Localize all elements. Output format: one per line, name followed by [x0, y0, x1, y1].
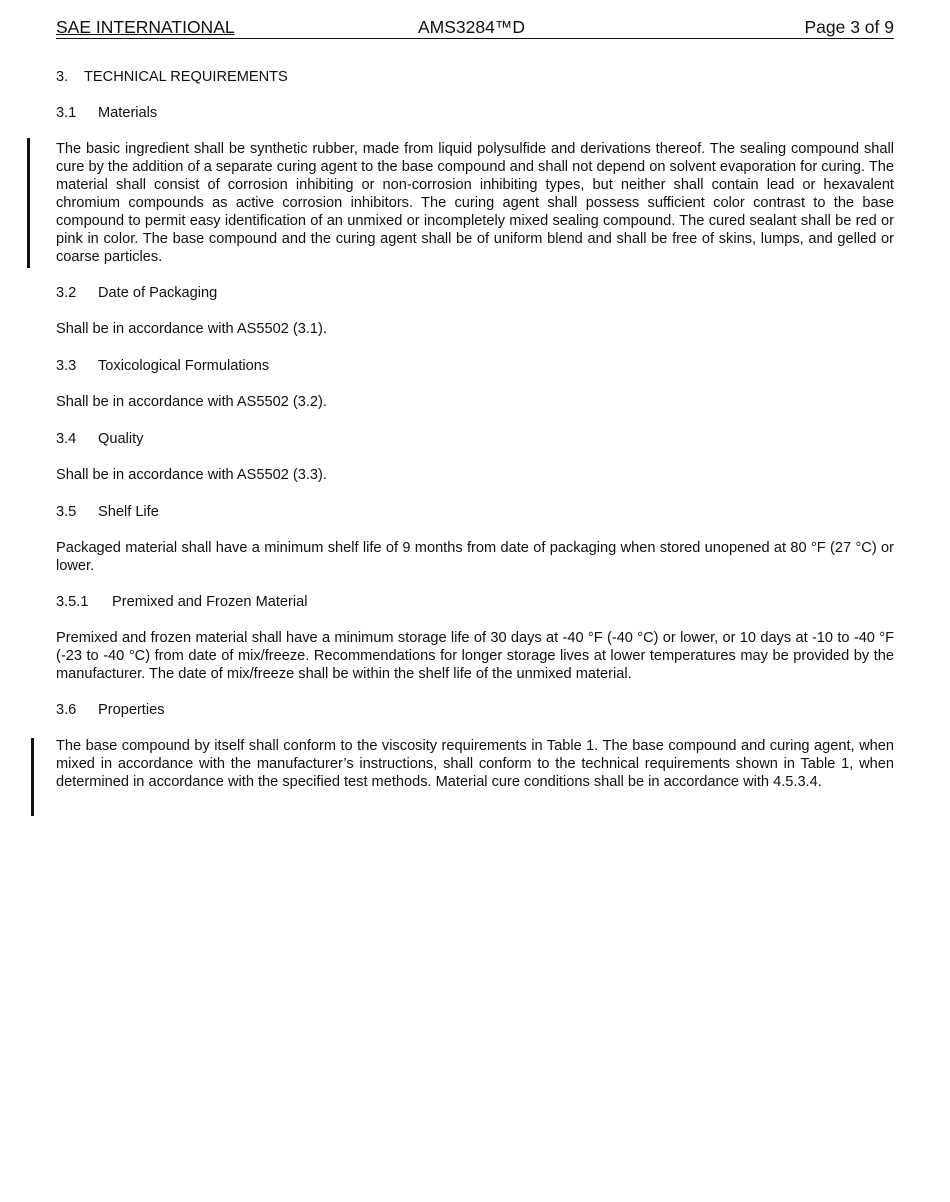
section-title: Properties	[98, 702, 165, 718]
section-heading	[56, 104, 894, 122]
section-number: 3.1	[56, 105, 77, 121]
section-number: 3.5	[56, 504, 77, 520]
section-number: 3.	[56, 69, 69, 85]
section-title: TECHNICAL REQUIREMENTS	[84, 69, 288, 85]
document-id: AMS3284™D	[418, 17, 525, 37]
paragraph: Premixed and frozen material shall have a minimum storage life of 30 days at -40 °F (-40 °C) or lower, or 10 days at -10 to -40 °F (-23 to -40 °C) from date of mix/freeze. Recommendations for longer storage lives at lower temperatures may be provided by the manufacturer. The date of mix/freeze shall be within the shelf life of the unmixed material.	[56, 630, 894, 682]
page-header	[56, 16, 894, 39]
paragraph: The basic ingredient shall be synthetic rubber, made from liquid polysulfide and derivations thereof. The sealing compound shall cure by the addition of a separate curing agent to the base compound and shall not depend on solvent evaporation for curing. The material shall consist of corrosion inhibiting or non-corrosion inhibiting types, but neither shall contain lead or hexavalent chromium compounds as active corrosion inhibitors. The curing agent shall possess sufficient color contrast to the base compound to permit easy identification of an unmixed or incompletely mixed sealing compound. The cured sealant shall be red or pink in color. The base compound and the curing agent shall be of uniform blend and shall be free of skins, lumps, and gelled or coarse particles.	[56, 141, 894, 265]
page-number: Page 3 of 9	[804, 17, 894, 37]
section-heading	[56, 284, 894, 302]
paragraph: Shall be in accordance with AS5502 (3.2).	[56, 394, 327, 410]
section-title: Toxicological Formulations	[98, 358, 270, 374]
section-title: Materials	[98, 105, 158, 121]
change-bar	[27, 138, 30, 268]
section-number: 3.2	[56, 285, 77, 301]
section-heading	[56, 593, 894, 611]
section-heading	[56, 503, 894, 521]
org-name: SAE INTERNATIONAL	[56, 17, 235, 37]
section-heading	[56, 701, 894, 719]
section-number: 3.6	[56, 702, 77, 718]
paragraph: The base compound by itself shall conform to the viscosity requirements in Table 1. The base compound and curing agent, when mixed in accordance with the manufacturer’s instructions, shall conform to the technical requirements shown in Table 1, when determined in accordance with the specified test methods. Material cure conditions shall be in accordance with 4.5.3.4.	[56, 738, 894, 790]
section-number: 3.3	[56, 358, 77, 374]
paragraph: Shall be in accordance with AS5502 (3.3).	[56, 467, 327, 483]
section-heading	[56, 68, 894, 86]
change-bar	[31, 738, 34, 816]
section-title: Premixed and Frozen Material	[112, 594, 308, 610]
section-title: Quality	[98, 431, 144, 447]
section-title: Date of Packaging	[98, 285, 218, 301]
section-heading	[56, 357, 894, 375]
document-body	[56, 68, 894, 791]
paragraph: Packaged material shall have a minimum shelf life of 9 months from date of packaging when stored unopened at 80 °F (27 °C) or lower.	[56, 540, 894, 574]
paragraph: Shall be in accordance with AS5502 (3.1).	[56, 321, 327, 337]
section-number: 3.4	[56, 431, 77, 447]
section-number: 3.5.1	[56, 594, 89, 610]
section-heading	[56, 430, 894, 448]
section-title: Shelf Life	[98, 504, 159, 520]
